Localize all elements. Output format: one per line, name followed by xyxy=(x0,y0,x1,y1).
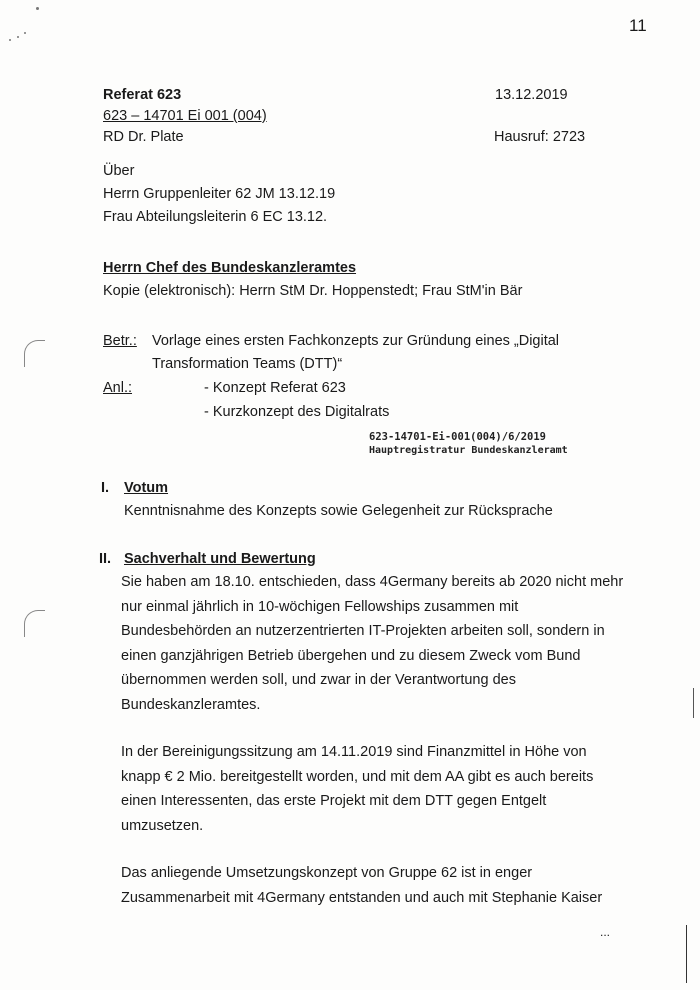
subject-line-1: Vorlage eines ersten Fachkonzepts zur Gründung eines „Digital xyxy=(152,333,560,349)
paragraph-line: Zusammenarbeit mit 4Germany entstanden und auch mit Stephanie Kaiser xyxy=(121,889,603,906)
paragraph-line: übernommen werden soll, und zwar in der Verantwortung des xyxy=(121,672,516,688)
recipient-copy: Kopie (elektronisch): Herrn StM Dr. Hoppenstedt; Frau StM'in Bär xyxy=(103,283,523,299)
routing-line-1: Herrn Gruppenleiter 62 JM 13.12.19 xyxy=(103,186,336,202)
department: Referat 623 xyxy=(103,87,182,103)
registry-stamp-line-1: 623-14701-Ei-001(004)/6/2019 xyxy=(369,431,547,443)
author: RD Dr. Plate xyxy=(103,129,184,145)
section-1-text: Kenntnisnahme des Konzepts sowie Gelegenheit zur Rücksprache xyxy=(124,503,553,519)
phone-extension: Hausruf: 2723 xyxy=(494,129,586,145)
attachment-item-2: - Kurzkonzept des Digitalrats xyxy=(204,404,390,420)
file-reference: 623 – 14701 Ei 001 (004) xyxy=(103,108,267,124)
paragraph-1 xyxy=(121,570,681,717)
paragraph-line: umzusetzen. xyxy=(121,817,204,834)
paragraph-line: nur einmal jährlich in 10-wöchigen Fellowships zusammen mit xyxy=(121,598,519,615)
paragraph-line: In der Bereinigungssitzung am 14.11.2019 sind Finanzmittel in Höhe von xyxy=(121,744,587,760)
paragraph-line: Bundesbehörden an nutzerzentrierten IT-Projekten arbeiten soll, sondern in xyxy=(121,623,605,639)
scan-edge-line xyxy=(686,925,687,983)
section-2-title: Sachverhalt und Bewertung xyxy=(124,551,316,567)
scan-speck xyxy=(24,32,26,34)
punch-hole-mark xyxy=(24,610,45,637)
registry-stamp-line-2: Hauptregistratur Bundeskanzleramt xyxy=(369,445,568,456)
scan-speck xyxy=(9,39,11,41)
attachments-label: Anl.: xyxy=(103,380,133,396)
scan-speck xyxy=(36,7,39,10)
paragraph-line: Sie haben am 18.10. entschieden, dass 4Germany bereits ab 2020 nicht mehr xyxy=(121,574,624,590)
paragraph-2 xyxy=(121,740,681,838)
section-1-number: I. xyxy=(101,480,110,496)
paragraph-line: Bundeskanzleramtes. xyxy=(121,696,261,713)
paragraph-line: einen ganzjährigen Betrieb übergehen und zu diesem Zweck vom Bund xyxy=(121,647,581,664)
page-number: 11 xyxy=(629,16,647,35)
document-date: 13.12.2019 xyxy=(495,87,568,103)
paragraph-line: Das anliegende Umsetzungskonzept von Gruppe 62 ist in enger xyxy=(121,865,533,881)
section-1-title: Votum xyxy=(124,480,169,496)
routing-line-2: Frau Abteilungsleiterin 6 EC 13.12. xyxy=(103,209,328,225)
paragraph-3 xyxy=(121,861,681,910)
routing-label: Über xyxy=(103,163,135,179)
scan-edge-line xyxy=(693,688,694,718)
paragraph-line: einen Interessenten, das erste Projekt mit dem DTT gegen Entgelt xyxy=(121,793,547,809)
attachment-item-1: - Konzept Referat 623 xyxy=(204,380,346,396)
punch-hole-mark xyxy=(24,340,45,367)
scan-speck xyxy=(17,36,19,38)
subject-line-2: Transformation Teams (DTT)“ xyxy=(152,356,343,372)
paragraph-line: knapp € 2 Mio. bereitgestellt worden, und mit dem AA gibt es auch bereits xyxy=(121,768,594,785)
recipient-title: Herrn Chef des Bundeskanzleramtes xyxy=(103,260,357,276)
subject-label: Betr.: xyxy=(103,333,137,349)
section-2-number: II. xyxy=(99,551,112,567)
continuation-mark: ... xyxy=(600,925,611,939)
